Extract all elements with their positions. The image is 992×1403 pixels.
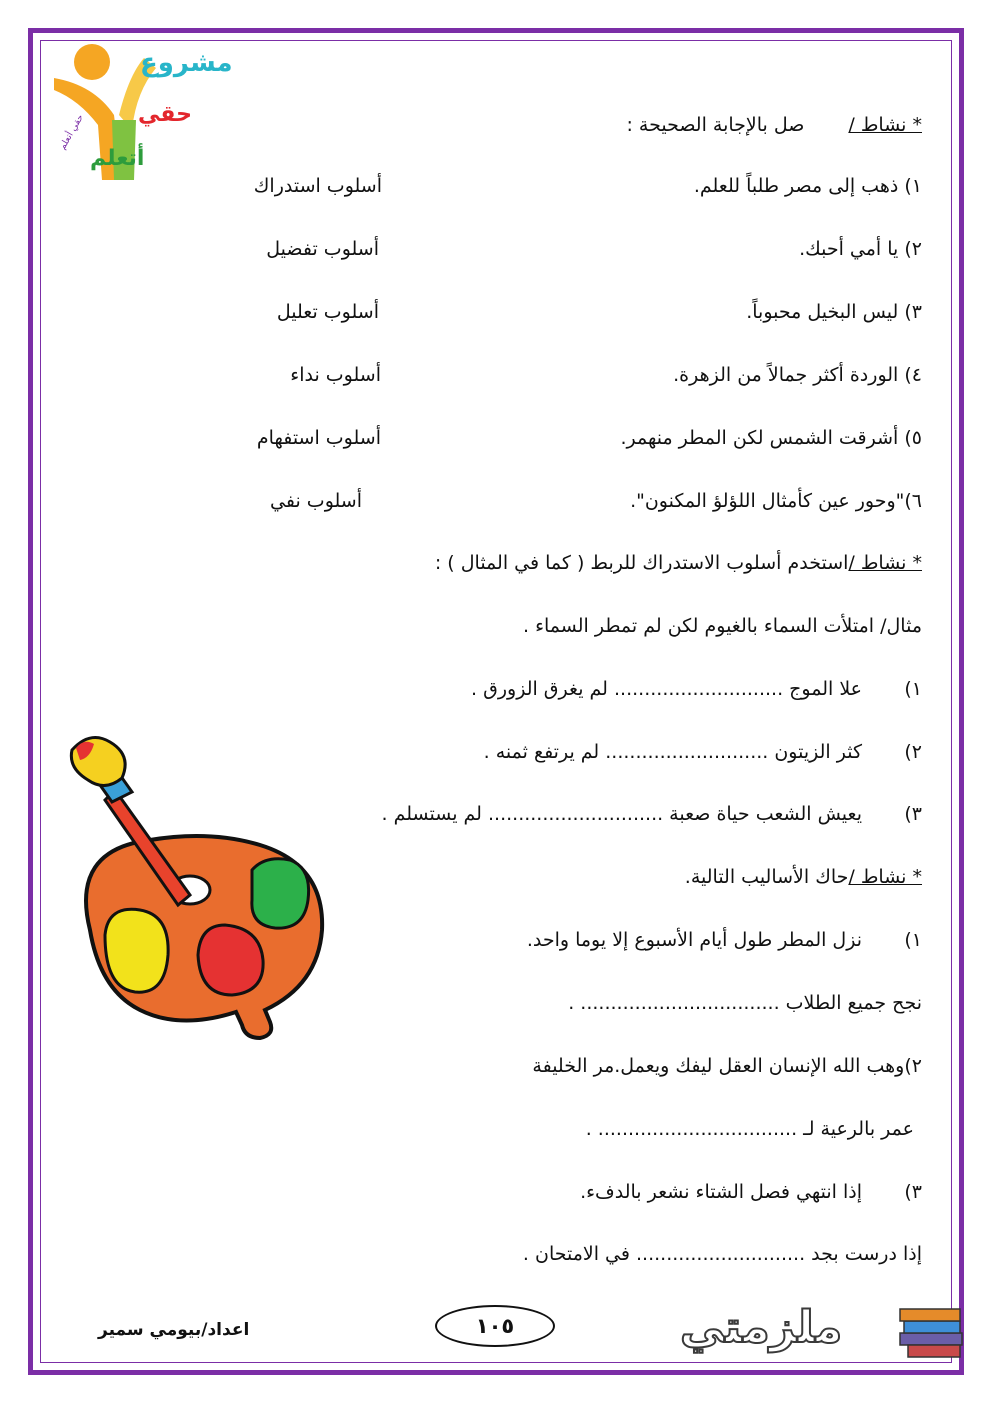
author-credit: اعداد/بيومي سمير — [98, 1320, 250, 1340]
activity1-heading-text: صل بالإجابة الصحيحة : — [626, 114, 805, 136]
activity1-sentence-6: ٦)"وحور عين كأمثال اللؤلؤ المكنون". — [630, 490, 922, 512]
activity2-item-2: كثر الزيتون ........................... لم يرتفع ثمنه . — [483, 741, 862, 763]
activity1-sentence-4: ٤) الوردة أكثر جمالاً من الزهرة. — [673, 364, 922, 386]
activity3-heading — [685, 865, 922, 889]
activity3-heading-text: حاك الأساليب التالية. — [684, 866, 849, 888]
activity2-heading-prefix: * نشاط / — [848, 552, 922, 574]
activity1-heading — [626, 113, 922, 137]
page-number: ١٠٥ — [435, 1305, 555, 1347]
activity2-item-1-number: ١) — [904, 678, 922, 700]
activity2-heading-text: استخدم أسلوب الاستدراك للربط ( كما في المثال ) : — [434, 552, 849, 574]
activity1-answer-2: أسلوب تفضيل — [266, 238, 379, 260]
activity3-item-1: نزل المطر طول أيام الأسبوع إلا يوما واحد. — [526, 929, 862, 951]
paint-palette-icon — [60, 730, 340, 1050]
logo-word-learn: أتعلم — [90, 146, 145, 171]
activity3-item-1-blank: نجح جميع الطلاب ................................. . — [568, 992, 922, 1014]
activity2-item-2-number: ٢) — [904, 741, 922, 763]
activity1-answer-4: أسلوب نداء — [290, 364, 381, 386]
activity1-answer-1: أسلوب استدراك — [253, 175, 382, 197]
activity1-sentence-3: ٣) ليس البخيل محبوباً. — [746, 301, 922, 323]
activity2-item-1: علا الموج ............................ لم يغرق الزورق . — [471, 678, 862, 700]
svg-text:حقي أتعلم: حقي أتعلم — [57, 112, 86, 152]
activity3-item-3-number: ٣) — [904, 1181, 922, 1203]
activity1-heading-prefix: * نشاط / — [848, 114, 922, 136]
activity2-item-3-number: ٣) — [904, 803, 922, 825]
activity3-heading-prefix: * نشاط / — [848, 866, 922, 888]
activity1-answer-3: أسلوب تعليل — [276, 301, 379, 323]
activity3-item-3: إذا انتهي فصل الشتاء نشعر بالدفء. — [580, 1181, 862, 1203]
brand-name: ملزمتي — [680, 1302, 843, 1353]
activity1-sentence-5: ٥) أشرقت الشمس لكن المطر منهمر. — [620, 427, 922, 449]
activity2-heading — [435, 551, 922, 575]
activity3-item-3-blank: إذا درست بجد ............................ في الامتحان . — [522, 1243, 922, 1265]
activity1-answer-5: أسلوب استفهام — [256, 427, 381, 449]
logo-word-right: حقي — [138, 102, 192, 127]
activity3-item-2: ٢)وهب الله الإنسان العقل ليفك ويعمل.مر الخليفة — [532, 1055, 922, 1077]
activity3-item-2-blank: عمر بالرعية لـ ................................. . — [585, 1118, 914, 1140]
activity2-example: مثال/ امتلأت السماء بالغيوم لكن لم تمطر السماء . — [523, 615, 922, 637]
activity1-sentence-1: ١) ذهب إلى مصر طلباً للعلم. — [693, 175, 922, 197]
logo-word-project: مشروع — [140, 48, 233, 78]
activity1-sentence-2: ٢) يا أمي أحبك. — [799, 238, 922, 260]
activity2-item-3: يعيش الشعب حياة صعبة ............................. لم يستسلم . — [381, 803, 862, 825]
activity1-answer-6: أسلوب نفي — [270, 490, 362, 512]
activity3-item-1-number: ١) — [904, 929, 922, 951]
